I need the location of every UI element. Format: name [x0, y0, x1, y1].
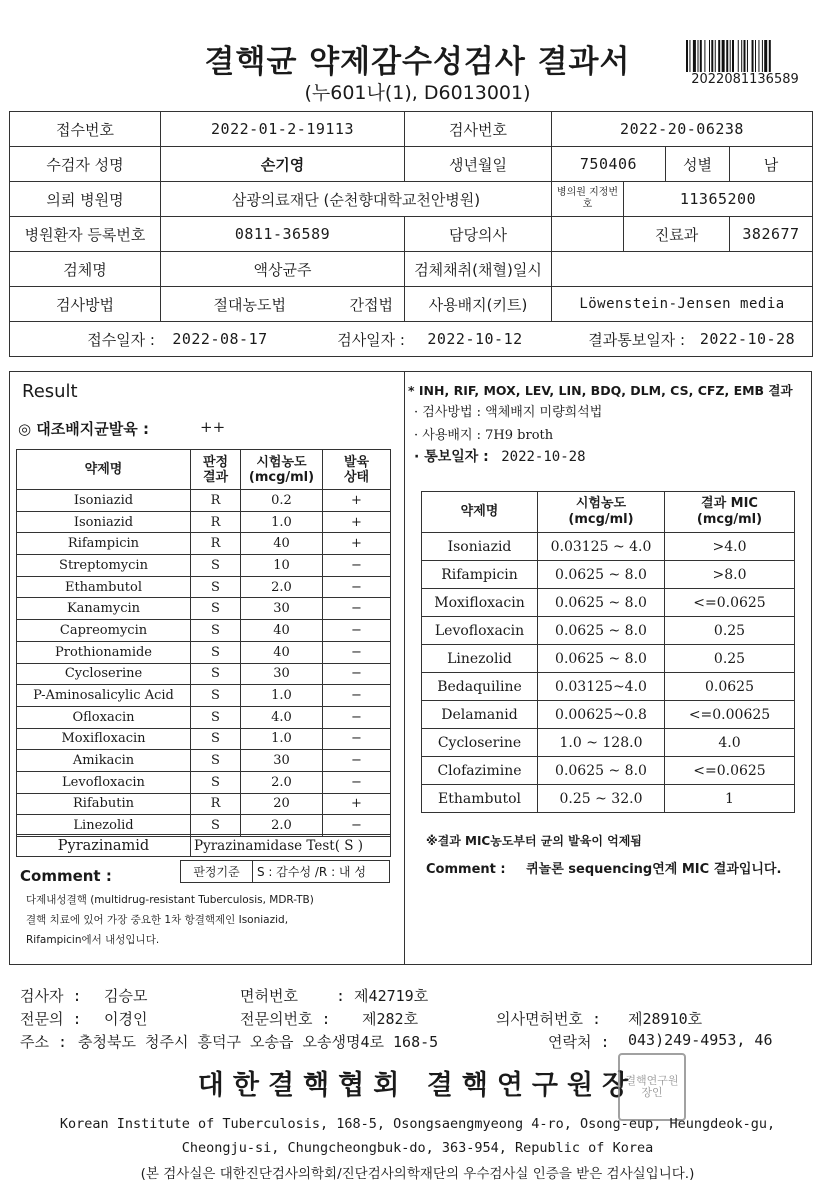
mic-cell-mic: >4.0: [665, 533, 795, 561]
barcode-bar: [738, 40, 739, 72]
cell-result: S: [191, 750, 241, 772]
tested-date: 2022-10-12: [427, 330, 523, 348]
cell-conc: 30: [241, 750, 323, 772]
contact-label: 연락처 :: [548, 1033, 610, 1051]
criteria-label: 판정기준: [181, 861, 253, 882]
patient-reg-no: 0811-36589: [161, 217, 405, 252]
comment-right: [426, 858, 781, 877]
cell-conc: 4.0: [241, 706, 323, 728]
pyrazinamid-label: Pyrazinamid: [17, 835, 191, 857]
comment-left: [26, 890, 396, 950]
mic-cell-range: 0.0625 ~ 8.0: [538, 645, 665, 673]
barcode-bar: [752, 40, 754, 72]
address-english-line-1: Korean Institute of Tuberculosis, 168-5, Osongsaengmyeong 4-ro, Osong-eup, Heungdeok-gu,: [59, 1116, 776, 1132]
barcode-bar: [693, 40, 696, 72]
table-row: [17, 490, 391, 512]
reception-no: 2022-01-2-19113: [161, 112, 405, 147]
address-english-line-2: Cheongju-si, Chungcheongbuk-do, 363-954, Republic of Korea: [181, 1140, 654, 1156]
barcode-bar: [741, 40, 742, 72]
sex-value: 남: [730, 147, 813, 182]
comment-line: 다제내성결핵 (multidrug-resistant Tuberculosis, MDR-TB): [26, 894, 314, 906]
comment-right-value: 퀴놀론 sequencing연계 MIC 결과입니다.: [526, 862, 782, 877]
cell-conc: 40: [241, 641, 323, 663]
collect-value: [552, 252, 813, 287]
mic-method: · 검사방법 : 액체배지 미량희석법: [414, 405, 603, 420]
cell-result: S: [191, 815, 241, 837]
table-row: [17, 771, 391, 793]
cell-growth: −: [323, 620, 391, 642]
cell-result: S: [191, 555, 241, 577]
mic-cell-mic: 0.25: [665, 645, 795, 673]
mic-medium: · 사용배지 : 7H9 broth: [414, 428, 554, 443]
cell-result: R: [191, 793, 241, 815]
mic-cell-mic: 0.0625: [665, 673, 795, 701]
cell-drug: Rifampicin: [17, 533, 191, 555]
medium-label: 사용배지(키트): [405, 287, 552, 322]
method-absolute: 절대농도법: [161, 287, 339, 322]
mic-notify-label: · 통보일자 :: [414, 449, 489, 465]
cell-growth: +: [323, 490, 391, 512]
hospital-label: 의뢰 병원명: [10, 182, 161, 217]
reception-no-label: 접수번호: [10, 112, 161, 147]
license-label: 면허번호: [240, 987, 298, 1005]
cell-result: S: [191, 728, 241, 750]
tested-label: 검사일자 :: [337, 330, 405, 349]
cell-conc: 20: [241, 793, 323, 815]
barcode-bar: [755, 40, 756, 72]
col-concentration: 시험농도 (mcg/ml): [241, 450, 323, 490]
cell-drug: Ethambutol: [17, 576, 191, 598]
table-row: [17, 793, 391, 815]
received-date: 2022-08-17: [172, 330, 268, 348]
mic-col-result: 결과 MIC (mcg/ml): [665, 492, 795, 533]
table-row: [17, 555, 391, 577]
specimen-label: 검체명: [10, 252, 161, 287]
patient-info-table: [9, 111, 813, 357]
mic-cell-drug: Linezolid: [422, 645, 538, 673]
cell-drug: Streptomycin: [17, 555, 191, 577]
collect-label: 검체채취(채혈)일시: [405, 252, 552, 287]
official-seal: 결핵연구원장인: [618, 1053, 686, 1121]
mic-cell-drug: Levofloxacin: [422, 617, 538, 645]
table-row: [17, 576, 391, 598]
table-row: [17, 598, 391, 620]
cell-result: S: [191, 706, 241, 728]
barcode-bar: [689, 40, 690, 72]
address-label: 주소 :: [20, 1033, 68, 1051]
pyrazinamid-table: [16, 834, 391, 857]
examiner-label: 검사자 :: [20, 987, 82, 1005]
hospital-code-label: 병의원 지정번호: [552, 182, 624, 217]
medium-value: Löwenstein-Jensen media: [552, 287, 813, 322]
cell-growth: −: [323, 815, 391, 837]
table-row: [17, 663, 391, 685]
col-result: 판정 결과: [191, 450, 241, 490]
address-value: 충청북도 청주시 흥덕구 오송읍 오송생명4로 168-5: [78, 1033, 439, 1051]
certification-note: (본 검사실은 대한진단검사의학회/진단검사의학재단의 우수검사실 인증을 받은 검사실입니다.): [140, 1166, 695, 1182]
cell-conc: 40: [241, 620, 323, 642]
mic-table: [421, 491, 795, 813]
table-row: [17, 685, 391, 707]
table-row: [17, 728, 391, 750]
method-indirect: 간접법: [339, 287, 405, 322]
cell-result: R: [191, 511, 241, 533]
cell-growth: −: [323, 771, 391, 793]
barcode-bar: [700, 40, 702, 72]
mic-cell-drug: Clofazimine: [422, 757, 538, 785]
reported-date: 2022-10-28: [699, 330, 796, 348]
cell-conc: 30: [241, 663, 323, 685]
cell-drug: Isoniazid: [17, 490, 191, 512]
barcode-bar: [732, 40, 734, 72]
cell-conc: 1.0: [241, 685, 323, 707]
cell-growth: −: [323, 685, 391, 707]
cell-drug: Moxifloxacin: [17, 728, 191, 750]
cell-drug: Capreomycin: [17, 620, 191, 642]
cell-drug: Ofloxacin: [17, 706, 191, 728]
cell-result: S: [191, 771, 241, 793]
mic-cell-range: 0.00625~0.8: [538, 701, 665, 729]
cell-result: S: [191, 598, 241, 620]
specialist-name: 이경인: [104, 1010, 148, 1028]
cell-growth: −: [323, 555, 391, 577]
cell-growth: −: [323, 598, 391, 620]
table-row: [422, 617, 795, 645]
cell-drug: P-Aminosalicylic Acid: [17, 685, 191, 707]
comment-left-label: Comment :: [20, 867, 112, 885]
mic-cell-mic: 1: [665, 785, 795, 813]
table-row: [17, 620, 391, 642]
mic-cell-mic: 4.0: [665, 729, 795, 757]
mic-notify: [414, 446, 586, 466]
doctor-license-no: 제28910호: [628, 1010, 703, 1028]
table-row: [17, 641, 391, 663]
barcode-bar: [715, 40, 716, 72]
cell-result: S: [191, 641, 241, 663]
table-row: [422, 645, 795, 673]
barcode-bar: [698, 40, 699, 72]
criteria-value: S : 감수성 /R : 내 성: [257, 865, 366, 879]
cell-drug: Rifabutin: [17, 793, 191, 815]
cell-result: S: [191, 620, 241, 642]
cell-drug: Levofloxacin: [17, 771, 191, 793]
mic-cell-drug: Cycloserine: [422, 729, 538, 757]
barcode-bar: [762, 40, 763, 72]
cell-conc: 10: [241, 555, 323, 577]
table-row: [422, 561, 795, 589]
mic-cell-drug: Moxifloxacin: [422, 589, 538, 617]
mic-cell-drug: Ethambutol: [422, 785, 538, 813]
dept-label: 진료과: [624, 217, 730, 252]
hospital-name: 삼광의료재단 (순천향대학교천안병원): [161, 182, 552, 217]
cell-conc: 30: [241, 598, 323, 620]
mic-cell-range: 0.03125~4.0: [538, 673, 665, 701]
table-row: [422, 673, 795, 701]
birth-label: 생년월일: [405, 147, 552, 182]
mic-cell-mic: <=0.0625: [665, 757, 795, 785]
result-label: Result: [22, 381, 78, 402]
mic-cell-range: 1.0 ~ 128.0: [538, 729, 665, 757]
comment-right-label: Comment :: [426, 862, 506, 877]
cell-growth: +: [323, 511, 391, 533]
mic-cell-range: 0.0625 ~ 8.0: [538, 617, 665, 645]
mic-cell-drug: Rifampicin: [422, 561, 538, 589]
birth-date: 750406: [552, 147, 666, 182]
cell-drug: Amikacin: [17, 750, 191, 772]
cell-drug: Prothionamide: [17, 641, 191, 663]
reported-label: 결과통보일자 :: [588, 330, 685, 349]
doctor-value: [552, 217, 624, 252]
cell-drug: Linezolid: [17, 815, 191, 837]
col-drug: 약제명: [17, 450, 191, 490]
cell-conc: 2.0: [241, 576, 323, 598]
cell-conc: 2.0: [241, 815, 323, 837]
table-row: [422, 729, 795, 757]
cell-conc: 1.0: [241, 728, 323, 750]
mic-cell-drug: Bedaquiline: [422, 673, 538, 701]
barcode-bar: [686, 40, 688, 72]
mic-cell-range: 0.0625 ~ 8.0: [538, 757, 665, 785]
mic-col-drug: 약제명: [422, 492, 538, 533]
doctor-license-label: 의사면허번호 :: [496, 1010, 602, 1028]
pyrazinamid-value: Pyrazinamidase Test( S ): [191, 835, 391, 857]
cell-result: S: [191, 663, 241, 685]
comment-line: 결핵 치료에 있어 가장 중요한 1차 항결핵제인 Isoniazid,: [26, 914, 289, 926]
doctor-label: 담당의사: [405, 217, 552, 252]
specimen-value: 액상균주: [161, 252, 405, 287]
susceptibility-table: [16, 449, 391, 837]
cell-growth: −: [323, 641, 391, 663]
mic-cell-range: 0.0625 ~ 8.0: [538, 561, 665, 589]
result-divider: [404, 371, 405, 965]
patient-reg-label: 병원환자 등록번호: [10, 217, 161, 252]
table-row: [17, 706, 391, 728]
control-growth-label: ◎ 대조배지균발육 :: [18, 420, 149, 438]
col-growth: 발육 상태: [323, 450, 391, 490]
document-subtitle: (누601나(1), D6013001): [304, 82, 531, 104]
dates-row: [10, 322, 813, 357]
cell-conc: 0.2: [241, 490, 323, 512]
mic-cell-drug: Delamanid: [422, 701, 538, 729]
cell-drug: Isoniazid: [17, 511, 191, 533]
cell-conc: 2.0: [241, 771, 323, 793]
table-row: [422, 757, 795, 785]
mic-cell-range: 0.03125 ~ 4.0: [538, 533, 665, 561]
mic-notify-date: 2022-10-28: [501, 449, 586, 465]
cell-growth: +: [323, 533, 391, 555]
contact-value: 043)249-4953, 46: [628, 1031, 773, 1049]
mic-cell-drug: Isoniazid: [422, 533, 538, 561]
method-label: 검사방법: [10, 287, 161, 322]
cell-conc: 40: [241, 533, 323, 555]
mic-col-range: 시험농도 (mcg/ml): [538, 492, 665, 533]
criteria-box: [180, 860, 390, 883]
barcode-number: 2022081136589: [691, 72, 799, 87]
mic-cell-mic: >8.0: [665, 561, 795, 589]
specialist-label: 전문의 :: [20, 1010, 82, 1028]
examiner-name: 김승모: [104, 987, 148, 1005]
patient-name-label: 수검자 성명: [10, 147, 161, 182]
mic-note: ※결과 MIC농도부터 균의 발육이 억제됨: [426, 834, 642, 848]
barcode-bar: [711, 40, 713, 72]
table-row: [422, 785, 795, 813]
barcode-bar: [718, 40, 720, 72]
cell-growth: −: [323, 706, 391, 728]
cell-drug: Kanamycin: [17, 598, 191, 620]
cell-growth: −: [323, 576, 391, 598]
control-growth-value: ++: [200, 418, 226, 436]
specialist-no: 제282호: [362, 1010, 419, 1028]
cell-result: R: [191, 490, 241, 512]
mic-cell-mic: <=0.00625: [665, 701, 795, 729]
barcode-bar: [744, 40, 746, 72]
cell-growth: −: [323, 750, 391, 772]
received-label: 접수일자 :: [87, 330, 155, 349]
barcode-bar: [709, 40, 710, 72]
organization-name: 대한결핵협회 결핵연구원장: [197, 1070, 638, 1101]
comment-line: Rifampicin에서 내성입니다.: [26, 934, 160, 946]
table-row: [422, 533, 795, 561]
test-no-label: 검사번호: [405, 112, 552, 147]
table-row: [17, 511, 391, 533]
cell-growth: −: [323, 728, 391, 750]
barcode-bar: [764, 40, 767, 72]
mic-header: * INH, RIF, MOX, LEV, LIN, BDQ, DLM, CS, CFZ, EMB 결과: [408, 383, 793, 398]
barcode-bar: [769, 40, 771, 72]
mic-cell-range: 0.25 ~ 32.0: [538, 785, 665, 813]
mic-cell-mic: <=0.0625: [665, 589, 795, 617]
hospital-code: 11365200: [624, 182, 813, 217]
table-row: [17, 750, 391, 772]
table-row: [17, 533, 391, 555]
mic-cell-mic: 0.25: [665, 617, 795, 645]
barcode-bar: [726, 40, 728, 72]
cell-growth: +: [323, 793, 391, 815]
table-row: [422, 589, 795, 617]
barcode-bar: [758, 40, 759, 72]
barcode: [686, 40, 804, 72]
cell-conc: 1.0: [241, 511, 323, 533]
patient-name: 손기영: [161, 147, 405, 182]
barcode-bar: [722, 40, 725, 72]
document-title: 결핵균 약제감수성검사 결과서: [204, 44, 631, 80]
barcode-bar: [704, 40, 705, 72]
dept-value: 382677: [730, 217, 813, 252]
cell-result: S: [191, 576, 241, 598]
barcode-bar: [730, 40, 731, 72]
test-no: 2022-20-06238: [552, 112, 813, 147]
cell-growth: −: [323, 663, 391, 685]
specialist-no-label: 전문의번호 :: [240, 1010, 331, 1028]
barcode-bar: [747, 40, 748, 72]
sex-label: 성별: [666, 147, 730, 182]
mic-cell-range: 0.0625 ~ 8.0: [538, 589, 665, 617]
table-row: [422, 701, 795, 729]
cell-result: S: [191, 685, 241, 707]
cell-drug: Cycloserine: [17, 663, 191, 685]
cell-result: R: [191, 533, 241, 555]
license-no: : 제42719호: [336, 987, 429, 1005]
